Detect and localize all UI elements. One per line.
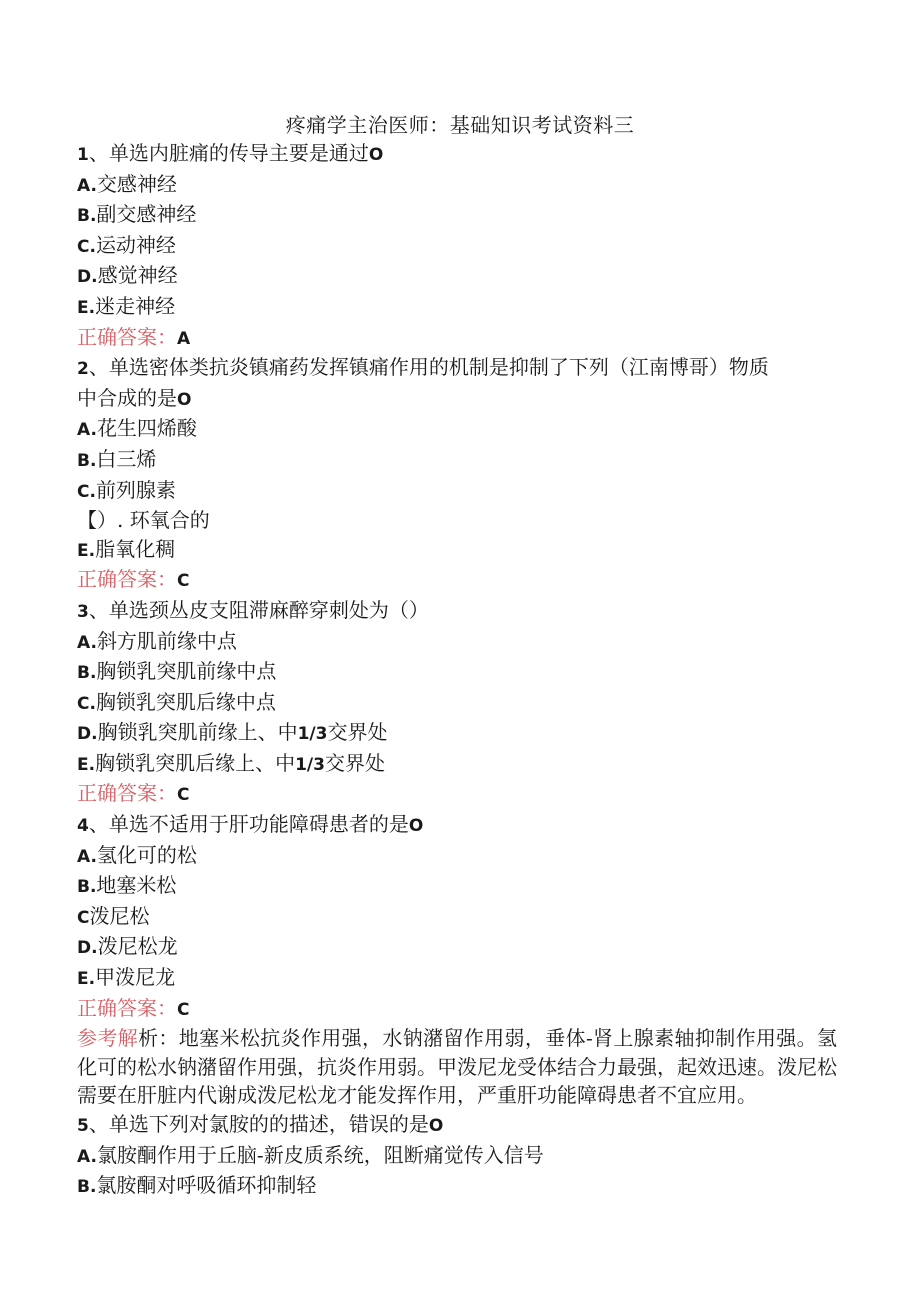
- option-letter: E.: [77, 540, 96, 561]
- option-text: 泼尼松: [89, 903, 150, 928]
- option-a: [77, 1141, 837, 1172]
- option-a: [77, 414, 837, 445]
- question-number: 4: [77, 816, 89, 837]
- option-letter: B.: [77, 450, 97, 471]
- question-text: 、单选密体类抗炎镇痛药发挥镇痛作用的机制是抑制了下列（江南博哥）物质: [88, 355, 769, 380]
- option-text: 地塞米松: [96, 873, 177, 898]
- option-b: [77, 1171, 837, 1202]
- option-text: 副交感神经: [96, 202, 197, 227]
- option-letter: C.: [77, 236, 96, 257]
- option-letter: 【）.: [77, 508, 124, 533]
- question-tail: O: [368, 145, 384, 165]
- option-e: [77, 535, 837, 566]
- option-text: 环氧合的: [129, 508, 210, 533]
- question-number: 1: [77, 145, 89, 165]
- option-text: 泼尼松龙: [97, 934, 178, 959]
- option-c: [77, 902, 837, 933]
- option-e: [77, 963, 837, 994]
- option-text: 交感神经: [96, 171, 177, 196]
- option-letter: B.: [77, 663, 97, 684]
- answer-label: 正确答案：: [77, 995, 177, 1020]
- answer-line: [77, 323, 837, 354]
- question-number: 5: [77, 1116, 89, 1136]
- question-number: 3: [77, 601, 89, 622]
- option-fraction: 1/3: [297, 724, 328, 745]
- question-5-stem: [77, 1110, 837, 1141]
- option-letter: D.: [77, 938, 98, 959]
- question-4-stem: [77, 810, 837, 841]
- question-list: [77, 139, 837, 1202]
- option-b: [77, 871, 837, 902]
- option-text: 脂氧化稠: [95, 536, 176, 561]
- option-letter: A.: [77, 175, 97, 196]
- option-text: 氢化可的松: [96, 842, 197, 867]
- option-text: 氯胺酮对呼吸循环抑制轻: [96, 1173, 317, 1198]
- option-b: [77, 657, 837, 688]
- option-text: 氯胺酮作用于丘脑-新皮质系统，阻断痛觉传入信号: [96, 1142, 544, 1167]
- option-text-tail: 交界处: [324, 750, 385, 775]
- option-text: 斜方肌前缘中点: [96, 628, 237, 653]
- option-b: [77, 445, 837, 476]
- question-text: 、单选下列对氯胺的的描述，错误的是: [88, 1112, 429, 1136]
- question-text: 、单选内脏痛的传导主要是通过: [88, 141, 369, 165]
- answer-label: 正确答案：: [77, 781, 177, 806]
- explanation-text: 析：地塞米松抗炎作用强，水钠潴留作用弱，垂体-肾上腺素轴抑制作用强。氢化可的松水钠潴留作用强，抗炎作用弱。甲泼尼龙受体结合力最强，起效迅速。泼尼松需要在肝脏内代谢成泼尼松龙才能发挥作用，严重肝功能障碍患者不宜应用。: [77, 1026, 837, 1108]
- option-letter: B.: [77, 206, 97, 227]
- question-3-stem: [77, 596, 837, 627]
- option-letter: C: [77, 907, 90, 928]
- option-letter: D.: [77, 267, 98, 288]
- option-a: [77, 170, 837, 201]
- answer-line: [77, 565, 837, 596]
- answer-label: 正确答案：: [77, 324, 177, 349]
- option-text: 花生四烯酸: [96, 416, 197, 441]
- option-c: [77, 688, 837, 719]
- option-text: 迷走神经: [95, 293, 176, 318]
- answer-line: [77, 994, 837, 1025]
- option-text: 甲泼尼龙: [95, 965, 176, 990]
- option-letter: A.: [77, 1146, 97, 1167]
- page-title: 疼痛学主治医师：基础知识考试资料三: [285, 113, 635, 137]
- option-a: [77, 627, 837, 658]
- option-letter: D.: [77, 724, 98, 745]
- option-text: 胸锁乳突肌前缘上、中: [97, 720, 298, 745]
- question-tail: O: [408, 816, 424, 837]
- option-text: 前列腺素: [95, 477, 176, 502]
- option-d: [77, 718, 837, 749]
- option-letter: A.: [77, 846, 97, 867]
- option-fraction: 1/3: [295, 754, 325, 775]
- option-text: 感觉神经: [97, 263, 178, 288]
- option-text-tail: 交界处: [327, 720, 388, 745]
- explanation-label: 参考解: [77, 1026, 139, 1051]
- option-letter: B.: [77, 877, 97, 898]
- option-letter: E.: [77, 754, 96, 775]
- question-text: 、单选颈丛皮支阻滞麻醉穿刺处为（）: [88, 597, 429, 622]
- option-e: [77, 292, 837, 323]
- question-text: 、单选不适用于肝功能障碍患者的是: [88, 812, 409, 837]
- option-letter: E.: [77, 969, 96, 990]
- option-text: 胸锁乳突肌后缘中点: [95, 689, 276, 714]
- answer-line: [77, 779, 837, 810]
- question-1-stem: [77, 139, 837, 170]
- answer-value: C: [177, 999, 190, 1020]
- answer-label: 正确答案：: [77, 567, 177, 592]
- option-text: 运动神经: [95, 232, 176, 257]
- option-text: 胸锁乳突肌前缘中点: [96, 659, 277, 684]
- option-letter: A.: [77, 420, 97, 441]
- question-text: 中合成的是: [77, 385, 177, 410]
- option-c: [77, 476, 837, 507]
- question-2-stem-cont: [77, 384, 837, 415]
- option-text: 胸锁乳突肌后缘上、中: [95, 750, 296, 775]
- question-number: 2: [77, 359, 89, 380]
- option-letter: E.: [77, 297, 96, 318]
- answer-value: C: [177, 785, 190, 806]
- option-b: [77, 200, 837, 231]
- option-c: [77, 231, 837, 262]
- option-d: [77, 506, 837, 535]
- option-d: [77, 932, 837, 963]
- option-d: [77, 261, 837, 292]
- answer-value: C: [177, 571, 190, 592]
- explanation-paragraph: [77, 1024, 837, 1110]
- question-2-stem: [77, 353, 837, 384]
- question-tail: O: [428, 1116, 444, 1136]
- option-letter: A.: [77, 632, 97, 653]
- answer-value: A: [177, 328, 191, 349]
- option-e: [77, 749, 837, 780]
- option-a: [77, 841, 837, 872]
- question-tail: O: [177, 389, 192, 410]
- option-letter: C.: [77, 481, 96, 502]
- option-letter: C.: [77, 693, 96, 714]
- option-letter: B.: [77, 1177, 97, 1198]
- option-text: 白三烯: [96, 446, 157, 471]
